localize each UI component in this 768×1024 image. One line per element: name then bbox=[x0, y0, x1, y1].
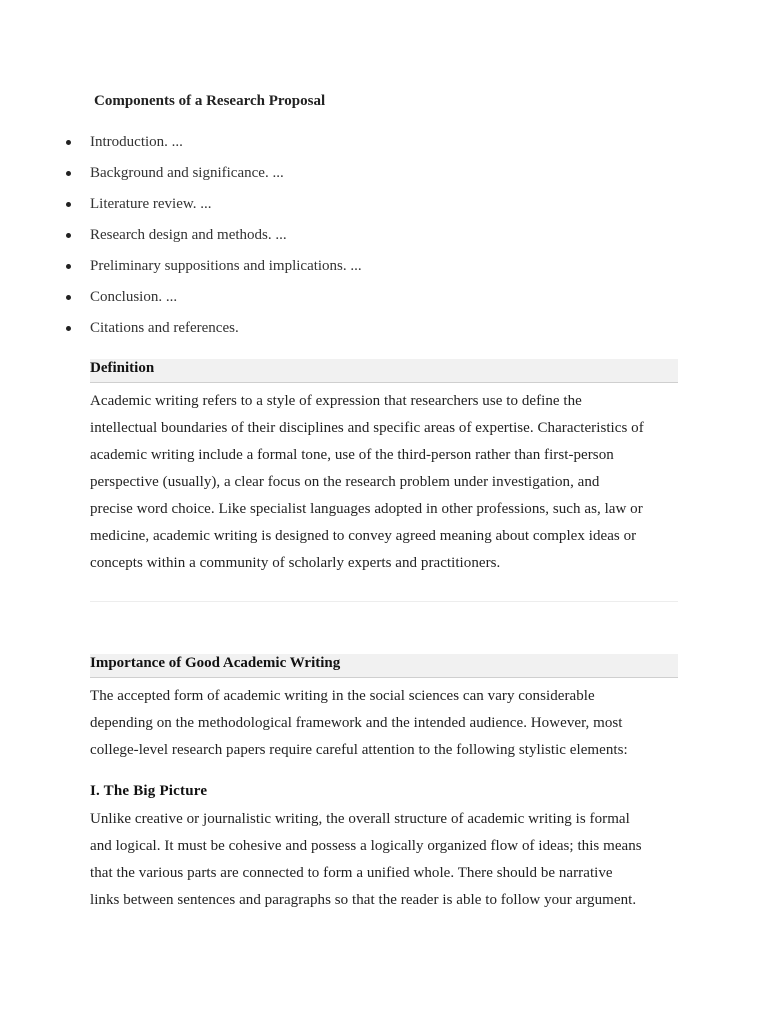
text-line: academic writing include a formal tone, use of the third-person rather than first-person bbox=[90, 447, 614, 463]
list-item: Research design and methods. ... bbox=[66, 224, 362, 255]
text-line: intellectual boundaries of their disciplines and specific areas of expertise. Characteristics of bbox=[90, 420, 644, 436]
text-line: depending on the methodological framework and the intended audience. However, most bbox=[90, 715, 623, 731]
text-line: perspective (usually), a clear focus on the research problem under investigation, and bbox=[90, 474, 600, 490]
text-line: that the various parts are connected to form a unified whole. There should be narrative bbox=[90, 865, 613, 881]
importance-heading: Importance of Good Academic Writing bbox=[90, 654, 678, 678]
text-line: college-level research papers require careful attention to the following stylistic elements: bbox=[90, 742, 628, 758]
definition-heading: Definition bbox=[90, 359, 678, 383]
text-line: Academic writing refers to a style of expression that researchers use to define the bbox=[90, 393, 582, 409]
bullet-icon bbox=[66, 233, 71, 238]
importance-paragraph bbox=[90, 683, 682, 764]
text-line: medicine, academic writing is designed to convey agreed meaning about complex ideas or bbox=[90, 528, 637, 544]
text-line: The accepted form of academic writing in the social sciences can vary considerable bbox=[90, 688, 595, 704]
list-item: Introduction. ... bbox=[66, 131, 362, 162]
list-item: Conclusion. ... bbox=[66, 286, 362, 317]
bullet-icon bbox=[66, 326, 71, 331]
list-item: Literature review. ... bbox=[66, 193, 362, 224]
section-divider bbox=[90, 601, 678, 602]
definition-paragraph bbox=[90, 388, 682, 577]
big-picture-paragraph bbox=[90, 806, 682, 914]
text-line: links between sentences and paragraphs so that the reader is able to follow your argument. bbox=[90, 892, 637, 908]
bullet-icon bbox=[66, 202, 71, 207]
components-list bbox=[66, 131, 362, 348]
bullet-icon bbox=[66, 295, 71, 300]
list-item: Preliminary suppositions and implications. ... bbox=[66, 255, 362, 286]
list-item: Citations and references. bbox=[66, 317, 362, 348]
bullet-icon bbox=[66, 171, 71, 176]
text-line: concepts within a community of scholarly experts and practitioners. bbox=[90, 555, 501, 571]
list-item: Background and significance. ... bbox=[66, 162, 362, 193]
bullet-icon bbox=[66, 140, 71, 145]
text-line: precise word choice. Like specialist languages adopted in other professions, such as, law or bbox=[90, 501, 643, 517]
document-title: Components of a Research Proposal bbox=[94, 93, 326, 109]
text-line: Unlike creative or journalistic writing, the overall structure of academic writing is formal bbox=[90, 811, 630, 827]
bullet-icon bbox=[66, 264, 71, 269]
text-line: and logical. It must be cohesive and possess a logically organized flow of ideas; this means bbox=[90, 838, 642, 854]
big-picture-heading: I. The Big Picture bbox=[90, 783, 208, 799]
